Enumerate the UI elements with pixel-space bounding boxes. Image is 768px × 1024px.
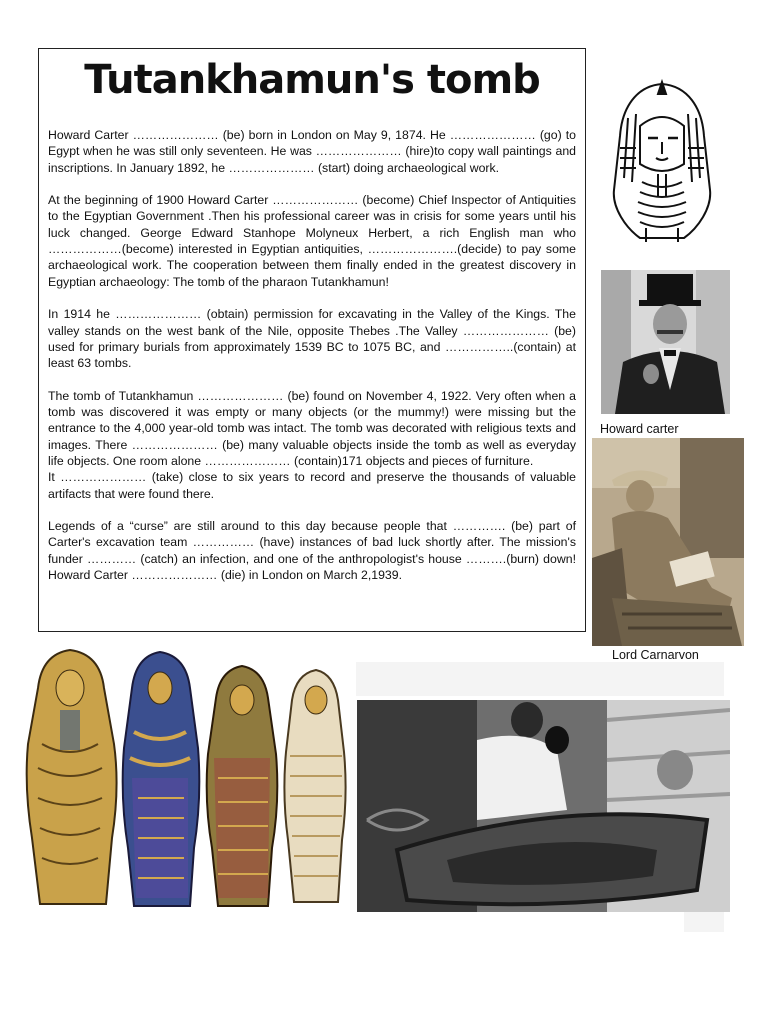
worksheet-box <box>38 48 586 632</box>
paragraph-2: At the beginning of 1900 Howard Carter ………………… (become) Chief Inspector of Antiquities to the Egyptian Government .Then his professional career was in crisis for some years until his luck changed. George Edward Stanhope Molyneux Herbert, a rich English man who ………………(become) interested in Egyptian antiquities, ………………….(decide) to pay some archaeological work. The cooperation between them finally ended in the greatest discovery in Egyptian archaeology: The tomb of the pharaon Tutankhamun! <box>48 193 576 289</box>
lord-carnarvon-photo <box>592 438 744 646</box>
image-placeholder-band <box>356 662 724 696</box>
coffins-image <box>20 648 350 914</box>
paragraph-4: The tomb of Tutankhamun ………………… (be) found on November 4, 1922. Very often when a tomb was discovered it was empty or many objects (or the mummy!) were missing but the entrance to the 4,000 year-old tomb was intact. The tomb was decorated with religious texts and images. There ………………… (be) many valuable objects inside the tomb as well as everyday life objects. One room alone ………………… (contain)171 objects and pieces of furniture. <box>48 388 576 468</box>
pharaoh-mask-image <box>606 78 718 246</box>
carnarvon-caption: Lord Carnarvon <box>612 648 699 662</box>
page-title: Tutankhamun's tomb <box>84 57 540 103</box>
paragraph-6: Legends of a “curse” are still around to this day because people that …………. (be) part of Carter's excavation team …………… (have) instances of bad luck shortly after. The mission's funder ………… (catch) an infection, and one of the anthropologist's house ……….(burn) down! Howard Carter ………………… (die) in London on March 2,1939. <box>48 519 576 583</box>
howard-carter-photo <box>601 270 730 414</box>
paragraph-5: It ………………… (take) close to six years to record and preserve the thousands of valuable artifacts that were found there. <box>48 470 576 501</box>
paragraph-3: In 1914 he ………………… (obtain) permission for excavating in the Valley of the Kings. The valley stands on the west bank of the Nile, opposite Thebes .The Valley ………………… (be) used for primary burials from approximately 1539 BC to 1075 BC, and ……………..(contain) at least 63 tombs. <box>48 307 576 371</box>
carter-caption: Howard carter <box>600 422 679 436</box>
image-placeholder-small <box>684 912 724 932</box>
excavation-photo <box>357 700 730 912</box>
worksheet-text <box>48 127 576 600</box>
paragraph-1: Howard Carter ………………… (be) born in London on May 9, 1874. He ………………… (go) to Egypt when he was still only seventeen. He was ………………… (hire)to copy wall paintings and inscriptions. In January 1892, he ………………… (start) doing archaeological work. <box>48 128 576 175</box>
